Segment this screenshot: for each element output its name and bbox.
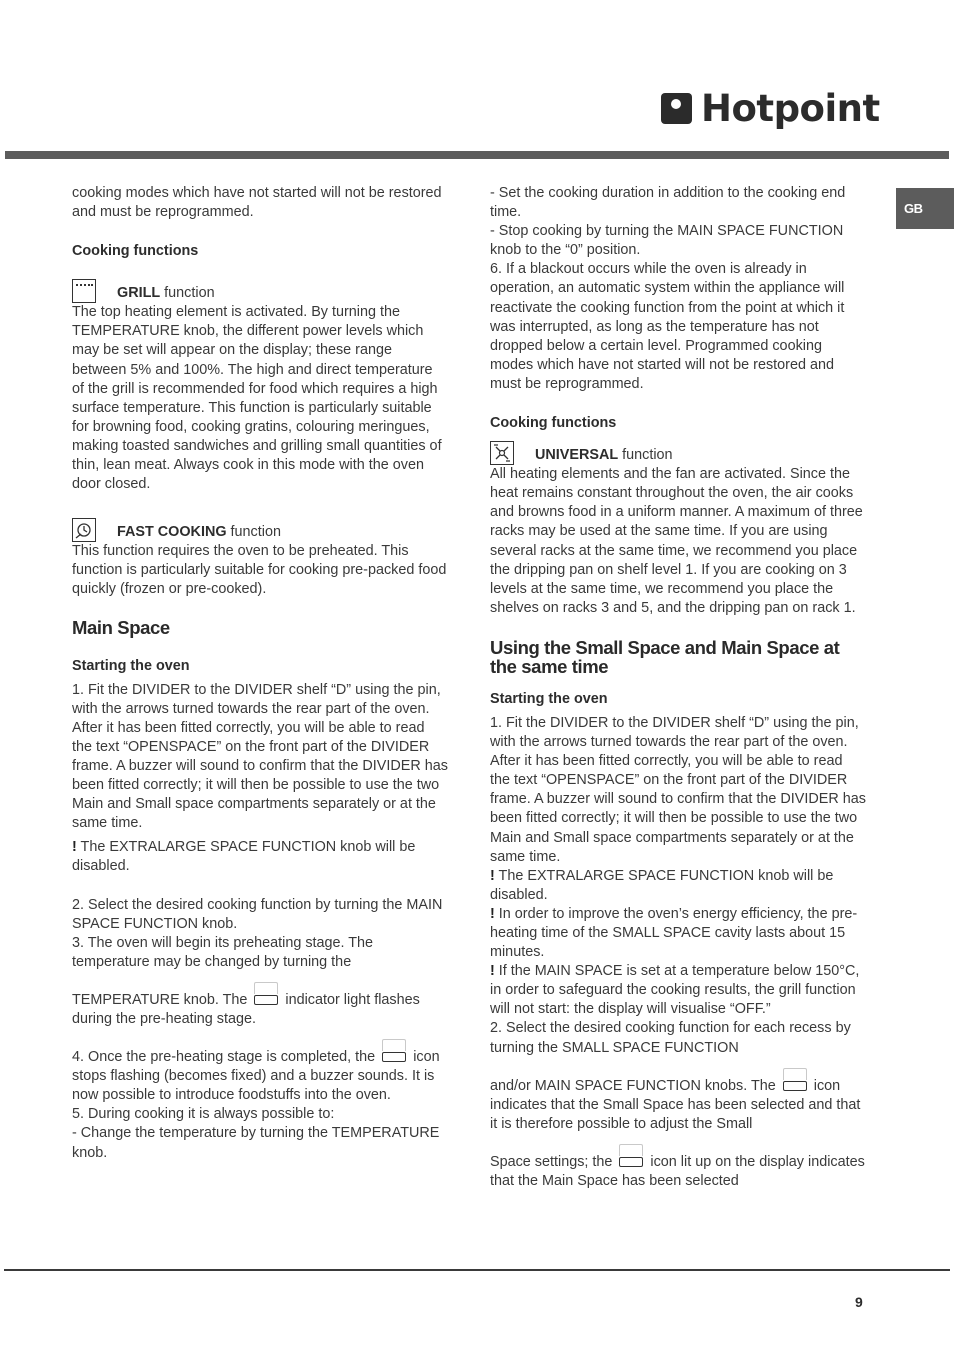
step-2-text-start-2: Space settings; the	[490, 1153, 613, 1170]
main-space-warning-1	[72, 838, 448, 876]
both-spaces-step-2	[490, 1068, 866, 1134]
step-2-text-end: icon lit up on the display indicates that the Main Space has been selected	[490, 1153, 865, 1190]
main-space-step-3a: 3. The oven will begin its preheating stage. The temperature may be changed by turning the	[72, 934, 374, 970]
main-space-step-2: 2. Select the desired cooking function by turning the MAIN SPACE FUNCTION knob.	[72, 896, 443, 932]
main-space-heading: Main Space	[72, 616, 170, 638]
grill-description: The top heating element is activated. By turning the TEMPERATURE knob, the different power levels which may be set will appear on the display; these range between 5% and 100%. The high and direct temperature of the grill is recommended for food which requires a high surface temperature. This function is particularly suitable for browning food, cooking gratins, colouring meringues, making toasted sandwiches and grilling small quantities of thin, lean meat. Always cook in this mode with the oven door closed.	[72, 304, 442, 493]
fast-cooking-function-suffix: function	[230, 524, 281, 541]
main-space-step-5: 5. During cooking it is always possible to:	[72, 1106, 335, 1123]
fast-cooking-function-title	[72, 516, 448, 542]
grill-function-name: GRILL	[117, 285, 161, 302]
hotpoint-logo	[661, 88, 880, 128]
both-spaces-warning-1	[490, 867, 866, 905]
step-4-text-end: icon stops flashing (becomes fixed) and a buzzer sounds. It is now possible to introduce foodstuffs into the oven.	[72, 1049, 440, 1104]
warning-mark: !	[490, 963, 495, 980]
step-4-text-start: 4. Once the pre-heating stage is completed, the	[72, 1049, 376, 1066]
main-space-step-5a: - Change the temperature by turning the TEMPERATURE knob.	[72, 1125, 440, 1161]
starting-the-oven-heading: Starting the oven	[490, 690, 608, 707]
step-2-text-middle: icon indicates that the Small Space has been selected and that it is therefore possible to adjust the Small	[490, 1077, 861, 1132]
small-space-indicator-icon	[782, 1068, 808, 1094]
step-3-text-start: TEMPERATURE knob. The	[72, 991, 248, 1008]
universal-fan-icon	[490, 441, 514, 465]
warning-text: The EXTRALARGE SPACE FUNCTION knob will be disabled.	[72, 839, 416, 875]
universal-description: All heating elements and the fan are activated. Since the heat remains constant throughout the oven, the air cooks and browns food in a uniform manner. A maximum of three racks may be used at the same time. If you are using several racks at the same time, we recommend you place the dripping pan on shelf level 1. If you are cooking on 3 levels at the same time, we recommend you place the shelves on racks 3 and 5, and the dripping pan on rack 1.	[490, 466, 863, 616]
grill-function-title	[72, 277, 448, 303]
left-column	[72, 184, 448, 1163]
warning-text: In order to improve the oven’s energy efficiency, the pre-heating time of the SMALL SPACE cavity lasts about 15 minutes.	[490, 905, 858, 961]
cooking-functions-heading: Cooking functions	[490, 415, 617, 432]
intro-text: cooking modes which have not started will not be restored and must be reprogrammed.	[72, 185, 442, 221]
blackout-step-6: 6. If a blackout occurs while the oven is already in operation, an automatic system within the appliance will reactivate the cooking function from the point at which it was interrupted, as long as the temperature has not dropped below a certain level. Programmed cooking modes which have not started will not be restored and must be reprogrammed.	[490, 261, 845, 392]
universal-function-title	[490, 439, 866, 465]
both-spaces-warning-2	[490, 905, 866, 962]
cooking-functions-heading: Cooking functions	[72, 243, 199, 260]
universal-function-name: UNIVERSAL	[535, 447, 619, 464]
fast-cooking-function-name: FAST COOKING	[117, 524, 227, 541]
brand-name: Hotpoint	[701, 86, 880, 130]
right-column	[490, 184, 866, 1191]
step-2-text-start: and/or MAIN SPACE FUNCTION knobs. The	[490, 1077, 776, 1094]
step-3-text-end: indicator light flashes during the pre-heating stage.	[72, 991, 420, 1027]
main-space-step-1: 1. Fit the DIVIDER to the DIVIDER shelf “D” using the pin, with the arrows turned towards the rear part of the oven. After it has been fitted correctly, you will be able to read the text “OPENSPACE” on the front part of the DIVIDER frame. A buzzer will sound to confirm that the DIVIDER has been fitted correctly; it will then be possible to use the two Main and Small space compartments separately or at the same time.	[72, 681, 448, 832]
header-divider-bar	[5, 151, 949, 159]
main-space-step-4	[72, 1039, 448, 1105]
fast-cooking-description: This function requires the oven to be preheated. This function is particularly suitable for cooking pre-packed food quickly (frozen or pre-cooked).	[72, 543, 447, 598]
warning-text: If the MAIN SPACE is set at a temperature below 150°C, in order to safeguard the cooking results, the grill function will not start: the display will visualise “OFF.”	[490, 963, 860, 1018]
main-space-indicator-icon	[253, 982, 279, 1008]
universal-function-suffix: function	[622, 447, 673, 464]
main-space-step-3	[72, 982, 448, 1029]
warning-text: The EXTRALARGE SPACE FUNCTION knob will be disabled.	[490, 867, 834, 903]
warning-mark: !	[72, 839, 77, 856]
stop-cooking-text: - Stop cooking by turning the MAIN SPACE FUNCTION knob to the “0” position.	[490, 223, 844, 259]
set-duration-text: - Set the cooking duration in addition to the cooking end time.	[490, 185, 846, 221]
fast-cooking-icon	[72, 518, 96, 542]
both-spaces-warning-3	[490, 962, 866, 1019]
hotpoint-logo-icon	[661, 93, 692, 124]
language-tab: GB	[896, 188, 954, 229]
small-and-main-space-heading: Using the Small Space and Main Space at the same time	[490, 636, 840, 677]
footer-divider-line	[4, 1269, 950, 1271]
both-spaces-step-2-end	[490, 1144, 866, 1191]
grill-function-suffix: function	[164, 285, 215, 302]
main-space-indicator-icon	[618, 1144, 644, 1170]
main-space-indicator-icon	[381, 1039, 407, 1065]
grill-icon	[72, 279, 96, 303]
warning-mark: !	[490, 905, 495, 922]
both-spaces-step-1: 1. Fit the DIVIDER to the DIVIDER shelf “D” using the pin, with the arrows turned towards the rear part of the oven. After it has been fitted correctly, you will be able to read the text “OPENSPACE” on the front part of the DIVIDER frame. A buzzer will sound to confirm that the DIVIDER has been fitted correctly; it will then be possible to use the two Main and Small space compartments separately or at the same time.	[490, 714, 866, 865]
warning-mark: !	[490, 867, 495, 884]
starting-the-oven-heading: Starting the oven	[72, 657, 190, 674]
both-spaces-step-2a: 2. Select the desired cooking function for each recess by turning the SMALL SPACE FUNCTION	[490, 1020, 851, 1056]
page-number: 9	[855, 1294, 863, 1310]
